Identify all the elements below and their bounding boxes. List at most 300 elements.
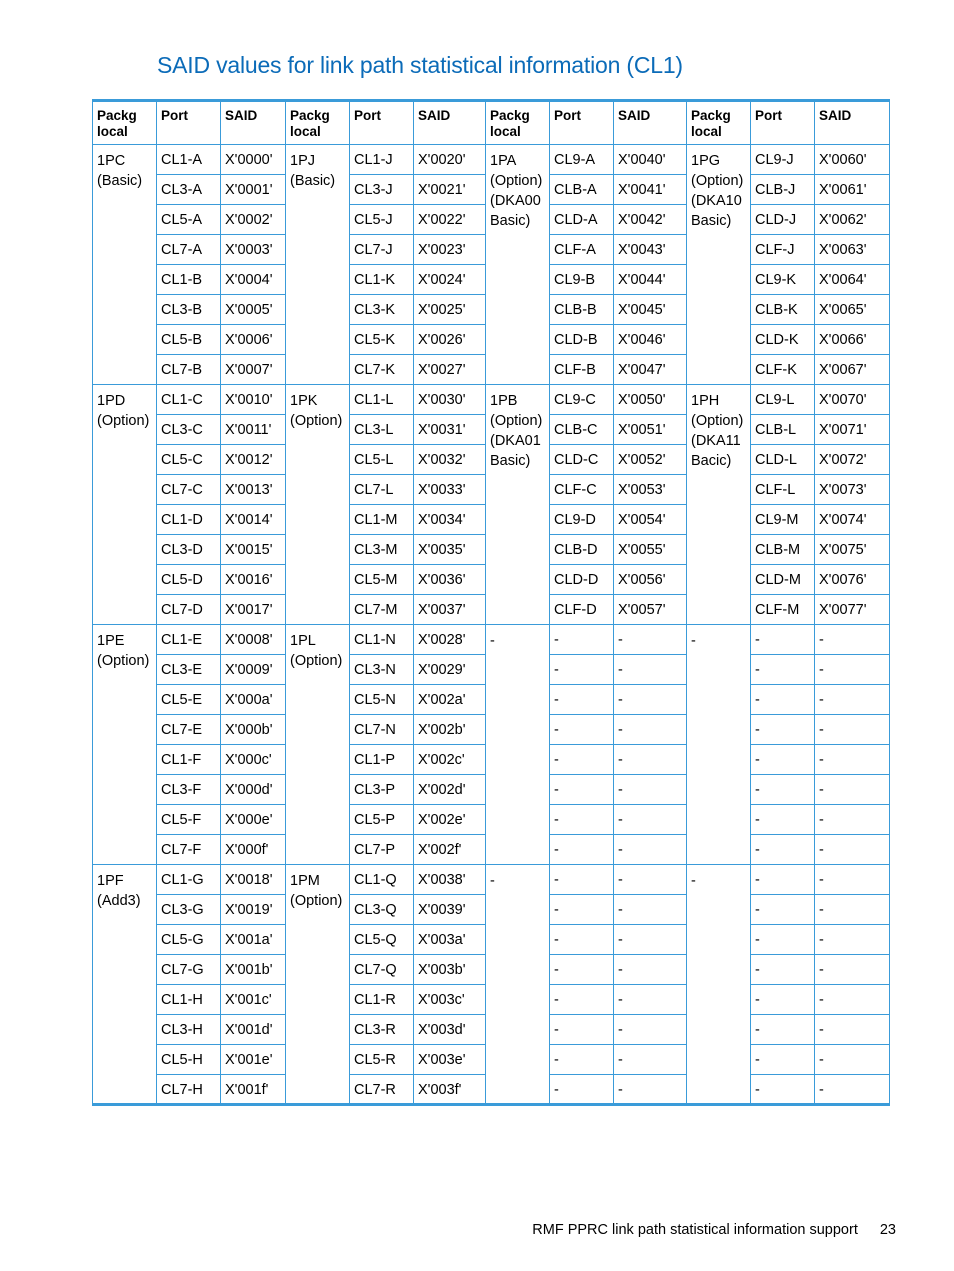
package-label: (Option) — [490, 413, 543, 429]
port-cell: CL5-Q — [350, 925, 414, 955]
package-label: 1PB — [490, 393, 518, 409]
said-cell: X'0071' — [815, 415, 890, 445]
said-cell: X'003c' — [414, 985, 486, 1015]
package-cell — [286, 625, 350, 865]
port-cell: CL7-M — [350, 595, 414, 625]
port-cell: CLD-B — [550, 325, 614, 355]
port-cell: - — [550, 1045, 614, 1075]
said-cell: X'000c' — [221, 745, 286, 775]
port-cell: - — [751, 1045, 815, 1075]
said-cell: - — [614, 925, 687, 955]
said-cell: X'0033' — [414, 475, 486, 505]
port-cell: CL5-G — [157, 925, 221, 955]
port-cell: CL7-P — [350, 835, 414, 865]
port-cell: - — [550, 655, 614, 685]
package-cell — [486, 865, 550, 1105]
said-cell: X'0046' — [614, 325, 687, 355]
package-label: (Option) — [290, 893, 343, 909]
port-cell: CLF-C — [550, 475, 614, 505]
port-cell: - — [550, 895, 614, 925]
said-cell: X'0004' — [221, 265, 286, 295]
said-cell: X'0039' — [414, 895, 486, 925]
port-cell: - — [751, 1015, 815, 1045]
port-cell: CL7-D — [157, 595, 221, 625]
package-label: 1PM — [290, 873, 320, 889]
port-cell: - — [550, 745, 614, 775]
said-cell: X'0062' — [815, 205, 890, 235]
port-cell: - — [751, 955, 815, 985]
said-cell: X'0010' — [221, 385, 286, 415]
port-cell: CL1-Q — [350, 865, 414, 895]
said-cell: - — [815, 1045, 890, 1075]
port-cell: CL1-L — [350, 385, 414, 415]
said-cell: - — [815, 925, 890, 955]
port-cell: CL3-A — [157, 175, 221, 205]
port-cell: CL1-E — [157, 625, 221, 655]
said-cell: X'0011' — [221, 415, 286, 445]
package-cell — [286, 145, 350, 385]
said-cell: X'0055' — [614, 535, 687, 565]
package-cell — [93, 625, 157, 865]
said-cell: X'000a' — [221, 685, 286, 715]
port-cell: CL3-M — [350, 535, 414, 565]
said-cell: X'002f' — [414, 835, 486, 865]
port-cell: CL9-J — [751, 145, 815, 175]
said-cell: X'001b' — [221, 955, 286, 985]
port-cell: CL5-B — [157, 325, 221, 355]
said-cell: X'0000' — [221, 145, 286, 175]
port-cell: - — [550, 925, 614, 955]
said-cell: X'002d' — [414, 775, 486, 805]
said-cell: X'000e' — [221, 805, 286, 835]
table-row — [93, 865, 890, 895]
said-cell: X'0037' — [414, 595, 486, 625]
package-cell — [687, 385, 751, 625]
said-cell: X'0035' — [414, 535, 486, 565]
said-cell: X'0052' — [614, 445, 687, 475]
port-cell: - — [550, 625, 614, 655]
said-cell: - — [815, 745, 890, 775]
package-cell — [286, 385, 350, 625]
port-cell: CL1-J — [350, 145, 414, 175]
port-cell: CL7-E — [157, 715, 221, 745]
port-cell: - — [751, 685, 815, 715]
package-label: - — [691, 633, 696, 649]
port-cell: CLF-A — [550, 235, 614, 265]
column-header: Packg local — [286, 101, 350, 145]
port-cell: - — [550, 1015, 614, 1045]
port-cell: CLB-M — [751, 535, 815, 565]
package-label: 1PJ — [290, 153, 315, 169]
port-cell: CLD-D — [550, 565, 614, 595]
port-cell: - — [751, 655, 815, 685]
port-cell: CL5-D — [157, 565, 221, 595]
said-cell: X'0003' — [221, 235, 286, 265]
package-cell — [687, 865, 751, 1105]
port-cell: CL5-E — [157, 685, 221, 715]
said-cell: X'0005' — [221, 295, 286, 325]
port-cell: - — [751, 625, 815, 655]
said-cell: X'0047' — [614, 355, 687, 385]
package-label: (Option) — [97, 653, 150, 669]
port-cell: CLB-L — [751, 415, 815, 445]
port-cell: CL5-H — [157, 1045, 221, 1075]
port-cell: CLF-D — [550, 595, 614, 625]
port-cell: CL1-H — [157, 985, 221, 1015]
package-label: (Option) — [490, 173, 543, 189]
column-header: Port — [157, 101, 221, 145]
said-cell: X'002e' — [414, 805, 486, 835]
column-header: SAID — [614, 101, 687, 145]
page-title: SAID values for link path statistical information (CL1) — [157, 52, 683, 78]
said-cell: X'0024' — [414, 265, 486, 295]
port-cell: CL1-K — [350, 265, 414, 295]
port-cell: CL5-C — [157, 445, 221, 475]
column-header: Packg local — [486, 101, 550, 145]
port-cell: CL1-G — [157, 865, 221, 895]
said-cell: X'0032' — [414, 445, 486, 475]
said-cell: X'0074' — [815, 505, 890, 535]
port-cell: CL3-C — [157, 415, 221, 445]
port-cell: CL3-E — [157, 655, 221, 685]
said-cell: - — [815, 955, 890, 985]
port-cell: - — [550, 715, 614, 745]
said-cell: X'002c' — [414, 745, 486, 775]
port-cell: CLD-M — [751, 565, 815, 595]
said-cell: X'0001' — [221, 175, 286, 205]
package-label: 1PF — [97, 873, 124, 889]
said-cell: X'0043' — [614, 235, 687, 265]
said-cell: - — [815, 1075, 890, 1105]
package-cell — [286, 865, 350, 1105]
said-cell: X'0066' — [815, 325, 890, 355]
port-cell: CL3-R — [350, 1015, 414, 1045]
said-cell: - — [614, 775, 687, 805]
said-cell: X'002b' — [414, 715, 486, 745]
port-cell: - — [550, 835, 614, 865]
said-cell: X'0034' — [414, 505, 486, 535]
said-cell: X'0006' — [221, 325, 286, 355]
said-cell: - — [614, 685, 687, 715]
port-cell: - — [550, 865, 614, 895]
package-cell — [93, 145, 157, 385]
package-label: (Basic) — [97, 173, 143, 189]
port-cell: - — [751, 865, 815, 895]
said-cell: X'0022' — [414, 205, 486, 235]
column-header: SAID — [221, 101, 286, 145]
port-cell: CL5-F — [157, 805, 221, 835]
port-cell: CL7-N — [350, 715, 414, 745]
said-cell: X'0026' — [414, 325, 486, 355]
package-cell — [687, 145, 751, 385]
said-cell: X'0012' — [221, 445, 286, 475]
said-cell: - — [614, 835, 687, 865]
port-cell: - — [751, 805, 815, 835]
said-cell: X'0070' — [815, 385, 890, 415]
said-cell: - — [815, 985, 890, 1015]
port-cell: CL3-D — [157, 535, 221, 565]
package-label: 1PG — [691, 153, 721, 169]
port-cell: CL7-B — [157, 355, 221, 385]
table-body — [93, 145, 890, 1105]
package-label: (DKA00 — [490, 193, 541, 209]
port-cell: CLB-A — [550, 175, 614, 205]
port-cell: CL7-L — [350, 475, 414, 505]
package-label: (Option) — [290, 653, 343, 669]
port-cell: CL1-M — [350, 505, 414, 535]
package-label: 1PE — [97, 633, 125, 649]
said-cell: - — [614, 1015, 687, 1045]
port-cell: CL5-L — [350, 445, 414, 475]
footer-text: RMF PPRC link path statistical information support — [532, 1222, 858, 1238]
said-cell: - — [815, 685, 890, 715]
said-cell: X'0041' — [614, 175, 687, 205]
said-cell: X'0040' — [614, 145, 687, 175]
package-cell — [486, 145, 550, 385]
said-cell: X'0064' — [815, 265, 890, 295]
column-header: Port — [350, 101, 414, 145]
port-cell: CL5-P — [350, 805, 414, 835]
said-cell: X'0021' — [414, 175, 486, 205]
said-cell: X'0044' — [614, 265, 687, 295]
said-cell: - — [614, 745, 687, 775]
port-cell: - — [550, 805, 614, 835]
said-cell: X'0013' — [221, 475, 286, 505]
package-label: 1PH — [691, 393, 720, 409]
package-label: Bacic) — [691, 453, 732, 469]
port-cell: CLB-D — [550, 535, 614, 565]
said-cell: X'0050' — [614, 385, 687, 415]
port-cell: CL1-A — [157, 145, 221, 175]
said-cell: - — [614, 865, 687, 895]
port-cell: CL7-G — [157, 955, 221, 985]
port-cell: CL5-K — [350, 325, 414, 355]
said-cell: X'000f' — [221, 835, 286, 865]
port-cell: CL9-M — [751, 505, 815, 535]
said-cell: X'0015' — [221, 535, 286, 565]
said-cell: X'001f' — [221, 1075, 286, 1105]
package-label: Basic) — [691, 213, 732, 229]
package-cell — [93, 865, 157, 1105]
port-cell: CL9-D — [550, 505, 614, 535]
table-row — [93, 145, 890, 175]
said-cell: - — [614, 1045, 687, 1075]
port-cell: - — [751, 835, 815, 865]
said-cell: X'0031' — [414, 415, 486, 445]
port-cell: CL3-N — [350, 655, 414, 685]
port-cell: CL9-A — [550, 145, 614, 175]
header-row — [93, 101, 890, 145]
said-cell: X'0061' — [815, 175, 890, 205]
said-cell: - — [815, 865, 890, 895]
column-header: Port — [550, 101, 614, 145]
port-cell: CL5-N — [350, 685, 414, 715]
said-cell: - — [815, 1015, 890, 1045]
package-cell — [93, 385, 157, 625]
port-cell: CL3-K — [350, 295, 414, 325]
said-cell: X'0036' — [414, 565, 486, 595]
said-cell: X'0051' — [614, 415, 687, 445]
said-cell: - — [614, 715, 687, 745]
port-cell: CL9-K — [751, 265, 815, 295]
port-cell: CL3-G — [157, 895, 221, 925]
said-cell: X'0030' — [414, 385, 486, 415]
column-header: Packg local — [687, 101, 751, 145]
port-cell: - — [550, 985, 614, 1015]
table-row — [93, 625, 890, 655]
page-footer — [532, 1222, 896, 1238]
said-cell: X'001e' — [221, 1045, 286, 1075]
said-cell: X'0067' — [815, 355, 890, 385]
said-cell: - — [815, 715, 890, 745]
said-cell: X'0063' — [815, 235, 890, 265]
port-cell: CL1-D — [157, 505, 221, 535]
port-cell: CL5-R — [350, 1045, 414, 1075]
said-cell: - — [815, 835, 890, 865]
said-cell: X'001c' — [221, 985, 286, 1015]
said-cell: - — [614, 895, 687, 925]
port-cell: CL5-J — [350, 205, 414, 235]
said-cell: X'0077' — [815, 595, 890, 625]
port-cell: CLD-J — [751, 205, 815, 235]
port-cell: CL3-F — [157, 775, 221, 805]
said-cell: X'0065' — [815, 295, 890, 325]
said-cell: - — [815, 895, 890, 925]
said-cell: X'003d' — [414, 1015, 486, 1045]
said-cell: X'0053' — [614, 475, 687, 505]
said-cell: X'0009' — [221, 655, 286, 685]
port-cell: CL5-A — [157, 205, 221, 235]
package-label: (DKA01 — [490, 433, 541, 449]
port-cell: CL1-R — [350, 985, 414, 1015]
port-cell: CLF-M — [751, 595, 815, 625]
said-cell: X'003f' — [414, 1075, 486, 1105]
table-row — [93, 385, 890, 415]
port-cell: - — [751, 985, 815, 1015]
port-cell: CL9-C — [550, 385, 614, 415]
port-cell: CL7-J — [350, 235, 414, 265]
package-label: (Add3) — [97, 893, 141, 909]
said-cell: - — [614, 655, 687, 685]
said-cell: X'0029' — [414, 655, 486, 685]
said-cell: X'0020' — [414, 145, 486, 175]
said-cell: - — [614, 955, 687, 985]
package-label: 1PL — [290, 633, 316, 649]
port-cell: CL7-Q — [350, 955, 414, 985]
port-cell: CLF-J — [751, 235, 815, 265]
said-cell: X'0017' — [221, 595, 286, 625]
package-label: - — [490, 633, 495, 649]
said-cell: X'0042' — [614, 205, 687, 235]
port-cell: - — [751, 1075, 815, 1105]
port-cell: CL3-Q — [350, 895, 414, 925]
port-cell: CL1-F — [157, 745, 221, 775]
port-cell: CL1-C — [157, 385, 221, 415]
port-cell: CL9-B — [550, 265, 614, 295]
column-header: SAID — [414, 101, 486, 145]
said-cell: X'002a' — [414, 685, 486, 715]
said-cell: - — [614, 805, 687, 835]
port-cell: - — [550, 685, 614, 715]
said-cell: X'0025' — [414, 295, 486, 325]
page-number: 23 — [879, 1222, 896, 1238]
port-cell: CL3-L — [350, 415, 414, 445]
said-cell: X'0008' — [221, 625, 286, 655]
said-cell: - — [815, 775, 890, 805]
package-label: 1PD — [97, 393, 126, 409]
said-cell: - — [614, 625, 687, 655]
port-cell: CLB-B — [550, 295, 614, 325]
port-cell: CLD-L — [751, 445, 815, 475]
package-label: 1PC — [97, 153, 126, 169]
said-cell: X'0027' — [414, 355, 486, 385]
port-cell: CLF-L — [751, 475, 815, 505]
said-cell: X'0056' — [614, 565, 687, 595]
package-label: (Option) — [97, 413, 150, 429]
said-cell: X'003e' — [414, 1045, 486, 1075]
package-cell — [486, 625, 550, 865]
port-cell: - — [550, 1075, 614, 1105]
said-cell: X'0073' — [815, 475, 890, 505]
port-cell: - — [751, 715, 815, 745]
said-cell: X'001a' — [221, 925, 286, 955]
said-cell: - — [614, 985, 687, 1015]
said-cell: - — [815, 805, 890, 835]
said-cell: - — [614, 1075, 687, 1105]
package-label: - — [691, 873, 696, 889]
port-cell: CL1-P — [350, 745, 414, 775]
said-cell: X'0018' — [221, 865, 286, 895]
said-cell: X'0075' — [815, 535, 890, 565]
said-cell: X'0016' — [221, 565, 286, 595]
said-cell: X'0023' — [414, 235, 486, 265]
port-cell: CL7-R — [350, 1075, 414, 1105]
said-cell: X'0076' — [815, 565, 890, 595]
said-cell: X'000b' — [221, 715, 286, 745]
said-cell: X'0019' — [221, 895, 286, 925]
port-cell: CLD-C — [550, 445, 614, 475]
port-cell: - — [751, 745, 815, 775]
package-label: 1PA — [490, 153, 517, 169]
said-cell: X'0060' — [815, 145, 890, 175]
port-cell: CLF-K — [751, 355, 815, 385]
port-cell: CLB-J — [751, 175, 815, 205]
port-cell: CL5-M — [350, 565, 414, 595]
port-cell: CLD-A — [550, 205, 614, 235]
said-cell: X'0038' — [414, 865, 486, 895]
port-cell: - — [751, 925, 815, 955]
port-cell: - — [550, 775, 614, 805]
port-cell: CL7-F — [157, 835, 221, 865]
column-header: Port — [751, 101, 815, 145]
package-label: (Basic) — [290, 173, 336, 189]
package-cell — [486, 385, 550, 625]
said-table — [92, 99, 890, 1106]
said-cell: X'003a' — [414, 925, 486, 955]
port-cell: CL7-H — [157, 1075, 221, 1105]
package-label: 1PK — [290, 393, 318, 409]
port-cell: CL3-P — [350, 775, 414, 805]
port-cell: - — [751, 775, 815, 805]
port-cell: CLF-B — [550, 355, 614, 385]
package-label: (DKA11 — [691, 433, 741, 449]
port-cell: - — [550, 955, 614, 985]
said-cell: X'0072' — [815, 445, 890, 475]
port-cell: CL9-L — [751, 385, 815, 415]
package-label: (DKA10 — [691, 193, 742, 209]
said-cell: X'0045' — [614, 295, 687, 325]
package-label: (Option) — [290, 413, 343, 429]
